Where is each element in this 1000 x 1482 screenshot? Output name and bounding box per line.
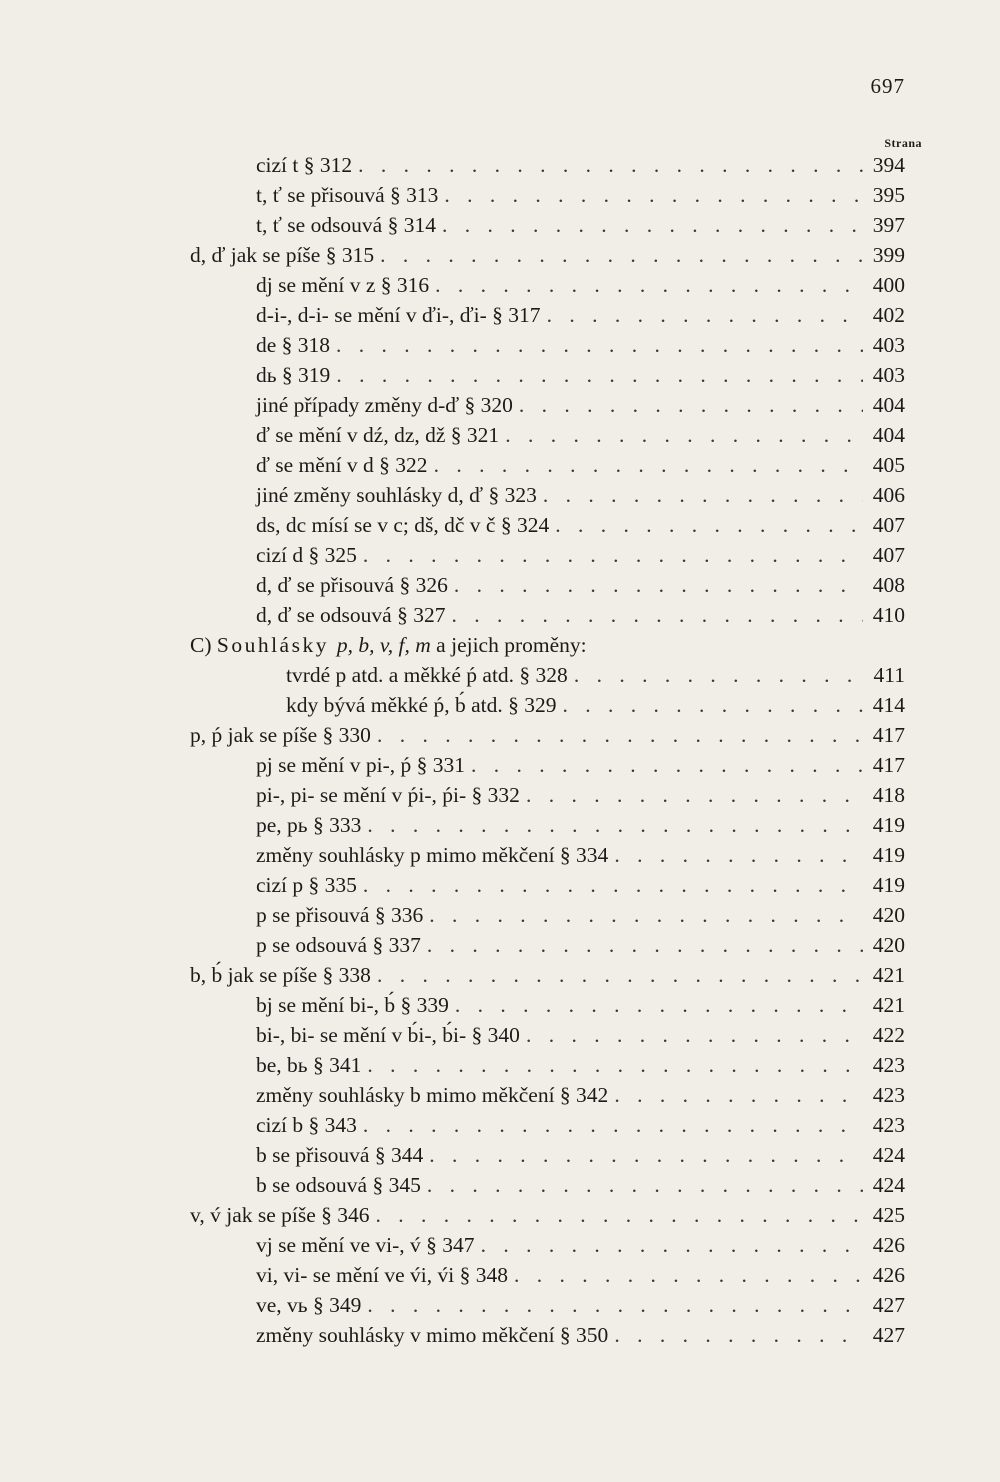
toc-entry — [0, 930, 1000, 960]
toc-entry-label: změny souhlásky v mimo měkčení § 350 — [256, 1323, 609, 1347]
toc-entry-page: 407 — [872, 513, 905, 537]
toc-entry-label: p se přisouvá § 336 — [256, 903, 424, 927]
toc-entry-page: 404 — [872, 423, 905, 447]
toc-entry-page: 422 — [872, 1023, 905, 1047]
column-label: Strana — [884, 136, 922, 150]
toc-entry-page: 411 — [873, 663, 905, 687]
toc-entry-line — [256, 780, 905, 810]
toc-entry — [0, 150, 1000, 180]
toc-entry — [0, 990, 1000, 1020]
toc-entry-line — [190, 720, 905, 750]
leader-dots — [363, 540, 863, 570]
toc-entry-page: 419 — [872, 813, 905, 837]
toc-entry — [0, 390, 1000, 420]
toc-entry-page: 397 — [872, 213, 905, 237]
toc-entry-label: cizí b § 343 — [256, 1113, 357, 1137]
toc-entry-label: jiné změny souhlásky d, ď § 323 — [256, 483, 537, 507]
toc-entry-page: 402 — [872, 303, 905, 327]
toc-entry-label: ď se mění v d § 322 — [256, 453, 428, 477]
toc-entry-label: v, v́ jak se píše § 346 — [190, 1203, 370, 1227]
toc-entry-line — [190, 960, 905, 990]
toc-entry — [0, 1260, 1000, 1290]
section-word: Souhlásky — [216, 633, 337, 657]
toc-entry-label: dj se mění v z § 316 — [256, 273, 430, 297]
toc-entry-line — [256, 450, 905, 480]
toc-entry-page: 407 — [872, 543, 905, 567]
toc-entry — [0, 720, 1000, 750]
toc-entry-page: 424 — [872, 1143, 905, 1167]
toc-entry-label: cizí p § 335 — [256, 873, 357, 897]
toc-entry-page: 403 — [872, 363, 905, 387]
toc-entry-page: 427 — [872, 1293, 905, 1317]
leader-dots — [363, 870, 863, 900]
toc-entry — [0, 300, 1000, 330]
toc-entry — [0, 450, 1000, 480]
toc-entry-page: 421 — [872, 993, 905, 1017]
leader-dots — [442, 210, 863, 240]
toc-entry-label: d-i-, d-i- se mění v ďi-, ďi- § 317 — [256, 303, 541, 327]
toc-entry-page: 426 — [872, 1263, 905, 1287]
toc-entry-line — [256, 480, 905, 510]
leader-dots — [543, 480, 863, 510]
toc-entry — [0, 510, 1000, 540]
leader-dots — [429, 1140, 863, 1170]
toc-entry — [0, 270, 1000, 300]
leader-dots — [614, 1320, 863, 1350]
leader-dots — [444, 180, 863, 210]
toc-entry — [0, 810, 1000, 840]
leader-dots — [435, 270, 863, 300]
toc-entry — [0, 660, 1000, 690]
toc-entry-label: cizí d § 325 — [256, 543, 357, 567]
toc-entry — [0, 870, 1000, 900]
toc-entry-label: p se odsouvá § 337 — [256, 933, 421, 957]
toc-entry-line — [190, 1200, 905, 1230]
leader-dots — [555, 510, 863, 540]
toc-entry-line — [256, 840, 905, 870]
toc-entry-page: 406 — [872, 483, 905, 507]
toc-entry-label: b, b́ jak se píše § 338 — [190, 963, 371, 987]
toc-entry-page: 419 — [872, 843, 905, 867]
toc-entry-line — [256, 810, 905, 840]
leader-dots — [519, 390, 863, 420]
toc-entry-page: 405 — [872, 453, 905, 477]
toc-entry-page: 410 — [872, 603, 905, 627]
toc-entry-line — [256, 210, 905, 240]
toc-entry-label: vj se mění ve vi-, v́ § 347 — [256, 1233, 475, 1257]
toc-entry-line — [256, 330, 905, 360]
toc-entry-line — [286, 660, 905, 690]
leader-dots — [614, 840, 863, 870]
toc-entry-label: pe, pь § 333 — [256, 813, 362, 837]
leader-dots — [514, 1260, 863, 1290]
toc-entry-page: 420 — [872, 933, 905, 957]
toc-entry-page: 423 — [872, 1083, 905, 1107]
toc-entry-label: ds, dc mísí se v c; dš, dč v č § 324 — [256, 513, 550, 537]
toc-entry-line — [256, 510, 905, 540]
leader-dots — [574, 660, 863, 690]
toc-entry-line — [256, 1050, 905, 1080]
toc-entry — [0, 840, 1000, 870]
toc-entry — [0, 570, 1000, 600]
toc-entry — [0, 540, 1000, 570]
toc-entry-label: de § 318 — [256, 333, 331, 357]
leader-dots — [367, 1290, 863, 1320]
toc-entry-page: 425 — [872, 1203, 905, 1227]
leader-dots — [427, 930, 863, 960]
toc-entry — [0, 1170, 1000, 1200]
section-heading-text — [190, 630, 905, 660]
toc-entry-page: 417 — [872, 723, 905, 747]
leader-dots — [377, 960, 863, 990]
toc-entry-line — [256, 1230, 905, 1260]
leader-dots — [377, 720, 863, 750]
leader-dots — [505, 420, 863, 450]
section-rest: a jejich proměny: — [430, 633, 587, 657]
leader-dots — [380, 240, 863, 270]
toc-entry-page: 404 — [872, 393, 905, 417]
leader-dots — [358, 150, 863, 180]
toc-entry-label: d, ď jak se píše § 315 — [190, 243, 375, 267]
toc-entry-page: 394 — [872, 153, 905, 177]
leader-dots — [454, 570, 863, 600]
toc-entry-label: t, ť se přisouvá § 313 — [256, 183, 439, 207]
toc-entry-line — [256, 870, 905, 900]
toc-entry-line — [256, 1110, 905, 1140]
toc-entry-page: 421 — [872, 963, 905, 987]
toc-entry-line — [256, 900, 905, 930]
toc-entry — [0, 210, 1000, 240]
toc-entry-page: 403 — [872, 333, 905, 357]
toc-entry-label: bi-, bi- se mění v b́i-, b́i- § 340 — [256, 1023, 520, 1047]
toc-entry — [0, 600, 1000, 630]
leader-dots — [363, 1110, 863, 1140]
leader-dots — [455, 990, 863, 1020]
leader-dots — [471, 750, 863, 780]
toc-entry — [0, 1320, 1000, 1350]
toc-entry-line — [256, 1290, 905, 1320]
toc-entry — [0, 1200, 1000, 1230]
toc-entry-page: 423 — [872, 1113, 905, 1137]
toc-entry-label: jiné případy změny d-ď § 320 — [256, 393, 513, 417]
leader-dots — [547, 300, 863, 330]
toc-entry — [0, 180, 1000, 210]
toc-entry-page: 419 — [872, 873, 905, 897]
toc-entry-label: vi, vi- se mění ve v́i, v́i § 348 — [256, 1263, 508, 1287]
toc-entry — [0, 1290, 1000, 1320]
toc-entry-label: tvrdé p atd. a měkké ṕ atd. § 328 — [286, 663, 568, 687]
toc-entry-page: 414 — [872, 693, 905, 717]
toc-entry-label: b se přisouvá § 344 — [256, 1143, 424, 1167]
toc-entry-page: 427 — [872, 1323, 905, 1347]
leader-dots — [336, 330, 863, 360]
toc-entry-page: 424 — [872, 1173, 905, 1197]
toc-entry-line — [256, 270, 905, 300]
toc-entry-label: bj se mění bi-, b́ § 339 — [256, 993, 449, 1017]
toc-entry — [0, 1050, 1000, 1080]
toc-entry — [0, 360, 1000, 390]
leader-dots — [429, 900, 863, 930]
leader-dots — [376, 1200, 863, 1230]
table-of-contents — [0, 150, 1000, 1350]
toc-entry-page: 400 — [872, 273, 905, 297]
toc-entry — [0, 780, 1000, 810]
leader-dots — [367, 1050, 863, 1080]
toc-entry — [0, 1020, 1000, 1050]
toc-entry-line — [256, 1320, 905, 1350]
toc-entry-line — [190, 240, 905, 270]
leader-dots — [367, 810, 863, 840]
toc-entry-line — [256, 420, 905, 450]
toc-entry — [0, 1080, 1000, 1110]
toc-entry-line — [256, 930, 905, 960]
toc-entry-line — [256, 300, 905, 330]
toc-entry-line — [256, 390, 905, 420]
toc-entry-line — [256, 600, 905, 630]
toc-entry-line — [256, 1170, 905, 1200]
toc-entry-page: 426 — [872, 1233, 905, 1257]
leader-dots — [481, 1230, 863, 1260]
toc-entry-line — [256, 1020, 905, 1050]
toc-entry-label: t, ť se odsouvá § 314 — [256, 213, 436, 237]
toc-entry — [0, 420, 1000, 450]
toc-entry-line — [256, 990, 905, 1020]
toc-entry — [0, 1230, 1000, 1260]
toc-entry-label: pi-, pi- se mění v ṕi-, ṕi- § 332 — [256, 783, 520, 807]
toc-entry — [0, 690, 1000, 720]
toc-entry — [0, 480, 1000, 510]
toc-entry — [0, 1110, 1000, 1140]
toc-entry-line — [256, 1080, 905, 1110]
toc-entry-line — [256, 360, 905, 390]
section-marker: C) — [190, 633, 217, 657]
toc-entry-page: 417 — [872, 753, 905, 777]
toc-entry-line — [256, 180, 905, 210]
toc-entry-line — [256, 150, 905, 180]
leader-dots — [614, 1080, 863, 1110]
toc-entry-line — [256, 540, 905, 570]
toc-entry-page: 418 — [872, 783, 905, 807]
section-heading — [0, 630, 1000, 660]
toc-entry-page: 423 — [872, 1053, 905, 1077]
section-letters: p, b, v, f, m — [336, 633, 431, 657]
toc-entry-line — [256, 1140, 905, 1170]
leader-dots — [434, 450, 863, 480]
toc-entry-page: 395 — [872, 183, 905, 207]
toc-entry-label: d, ď se odsouvá § 327 — [256, 603, 446, 627]
toc-entry-label: změny souhlásky b mimo měkčení § 342 — [256, 1083, 609, 1107]
toc-entry-line — [256, 570, 905, 600]
toc-entry-line — [256, 750, 905, 780]
leader-dots — [563, 690, 864, 720]
toc-entry-page: 420 — [872, 903, 905, 927]
leader-dots — [427, 1170, 863, 1200]
toc-entry — [0, 900, 1000, 930]
toc-entry-label: p, ṕ jak se píše § 330 — [190, 723, 371, 747]
toc-entry-label: be, bь § 341 — [256, 1053, 362, 1077]
toc-entry — [0, 1140, 1000, 1170]
toc-entry — [0, 750, 1000, 780]
toc-entry-label: dь § 319 — [256, 363, 331, 387]
toc-entry-label: změny souhlásky p mimo měkčení § 334 — [256, 843, 609, 867]
toc-entry-label: pj se mění v pi-, ṕ § 331 — [256, 753, 466, 777]
toc-entry-label: d, ď se přisouvá § 326 — [256, 573, 448, 597]
toc-entry-label: ve, vь § 349 — [256, 1293, 362, 1317]
toc-entry-page: 399 — [872, 243, 905, 267]
toc-entry-label: b se odsouvá § 345 — [256, 1173, 421, 1197]
toc-entry — [0, 960, 1000, 990]
page-number: 697 — [870, 74, 905, 98]
leader-dots — [451, 600, 863, 630]
toc-entry-page: 408 — [872, 573, 905, 597]
toc-entry — [0, 330, 1000, 360]
toc-entry — [0, 240, 1000, 270]
toc-entry-label: kdy bývá měkké ṕ, b́ atd. § 329 — [286, 693, 557, 717]
toc-entry-line — [256, 1260, 905, 1290]
leader-dots — [526, 1020, 863, 1050]
toc-entry-line — [286, 690, 905, 720]
leader-dots — [336, 360, 863, 390]
toc-entry-label: cizí t § 312 — [256, 153, 353, 177]
leader-dots — [526, 780, 863, 810]
toc-entry-label: ď se mění v dź, dz, dž § 321 — [256, 423, 500, 447]
